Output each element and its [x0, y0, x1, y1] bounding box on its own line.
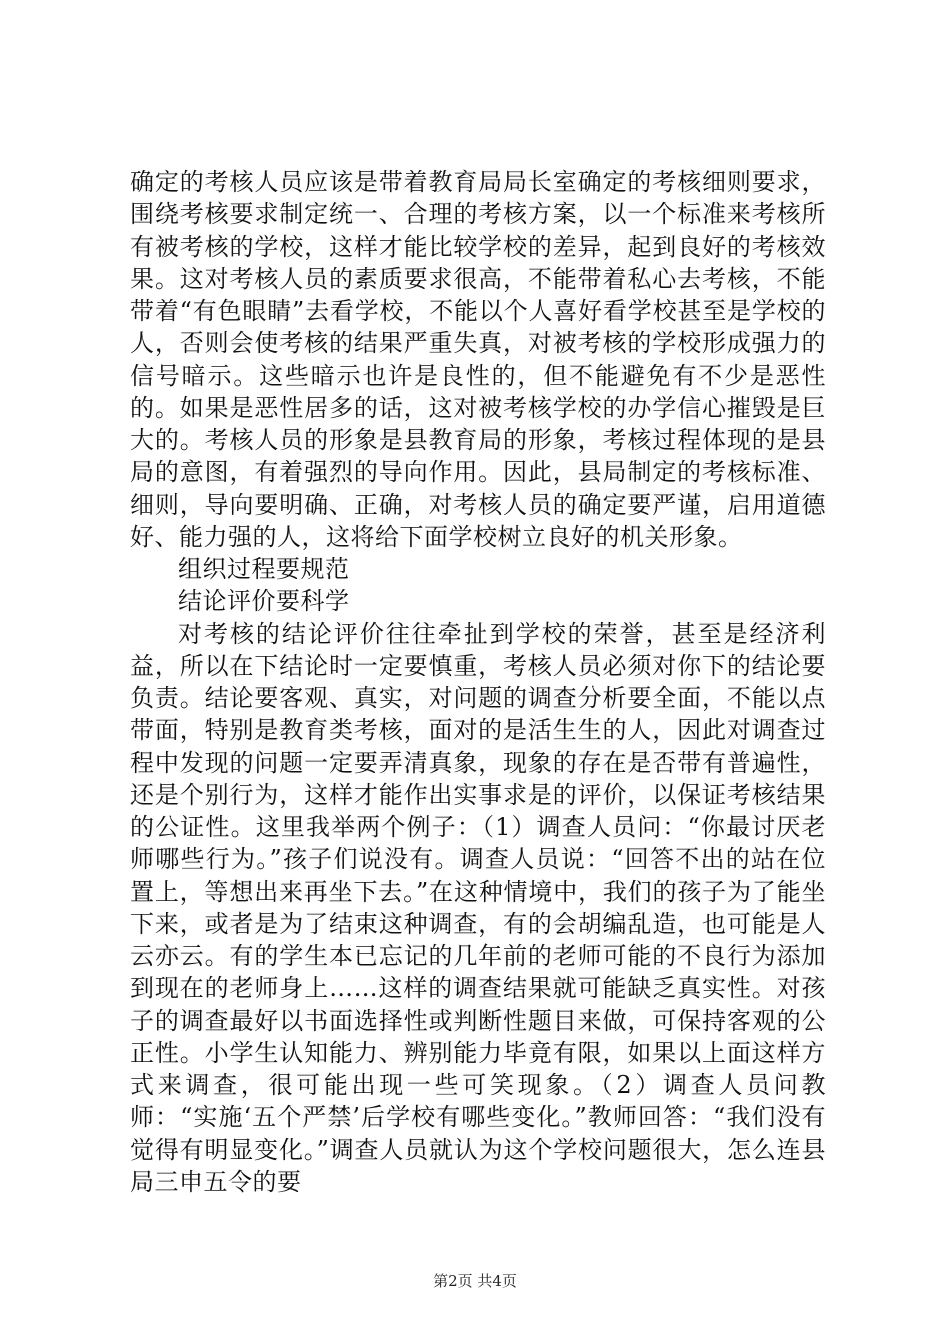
- page-footer: [0, 1271, 950, 1291]
- page-number-label: 第2页 共4页: [433, 1272, 517, 1290]
- document-body: [130, 166, 826, 1198]
- paragraph-continuation: 确定的考核人员应该是带着教育局局长室确定的考核细则要求，围绕考核要求制定统一、合理的考核方案，以一个标准来考核所有被考核的学校，这样才能比较学校的差异，起到良好的考核效果。这对考核人员的素质要求很高，不能带着私心去考核，不能带着“有色眼睛”去看学校，不能以个人喜好看学校甚至是学校的人，否则会使考核的结果严重失真，对被考核的学校形成强力的信号暗示。这些暗示也许是良性的，但不能避免有不少是恶性的。如果是恶性居多的话，这对被考核学校的办学信心摧毁是巨大的。考核人员的形象是县教育局的形象，考核过程体现的是县局的意图，有着强烈的导向作用。因此，县局制定的考核标准、细则，导向要明确、正确，对考核人员的确定要严谨，启用道德好、能力强的人，这将给下面学校树立良好的机关形象。: [130, 168, 826, 551]
- section-heading: 组织过程要规范: [178, 555, 350, 583]
- paragraph-body: 对考核的结论评价往往牵扯到学校的荣誉，甚至是经济利益，所以在下结论时一定要慎重，考核人员必须对你下的结论要负责。结论要客观、真实，对问题的调查分析要全面，不能以点带面，特别是教育类考核，面对的是活生生的人，因此对调查过程中发现的问题一定要弄清真象，现象的存在是否带有普遍性，还是个别行为，这样才能作出实事求是的评价，以保证考核结果的公证性。这里我举两个例子：（1）调查人员问：“你最讨厌老师哪些行为。”孩子们说没有。调查人员说：“回答不出的站在位置上，等想出来再坐下去。”在这种情境中，我们的孩子为了能坐下来，或者是为了结束这种调查，有的会胡编乱造，也可能是人云亦云。有的学生本已忘记的几年前的老师可能的不良行为添加到现在的老师身上……这样的调查结果就可能缺乏真实性。对孩子的调查最好以书面选择性或判断性题目来做，可保持客观的公正性。小学生认知能力、辨别能力毕竟有限，如果以上面这样方式来调查，很可能出现一些可笑现象。（2）调查人员问教师：“实施‘五个严禁’后学校有哪些变化。”教师回答：“我们没有觉得有明显变化。”调查人员就认为这个学校问题很大，怎么连县局三申五令的要: [130, 619, 826, 1196]
- section-heading: 结论评价要科学: [178, 587, 350, 616]
